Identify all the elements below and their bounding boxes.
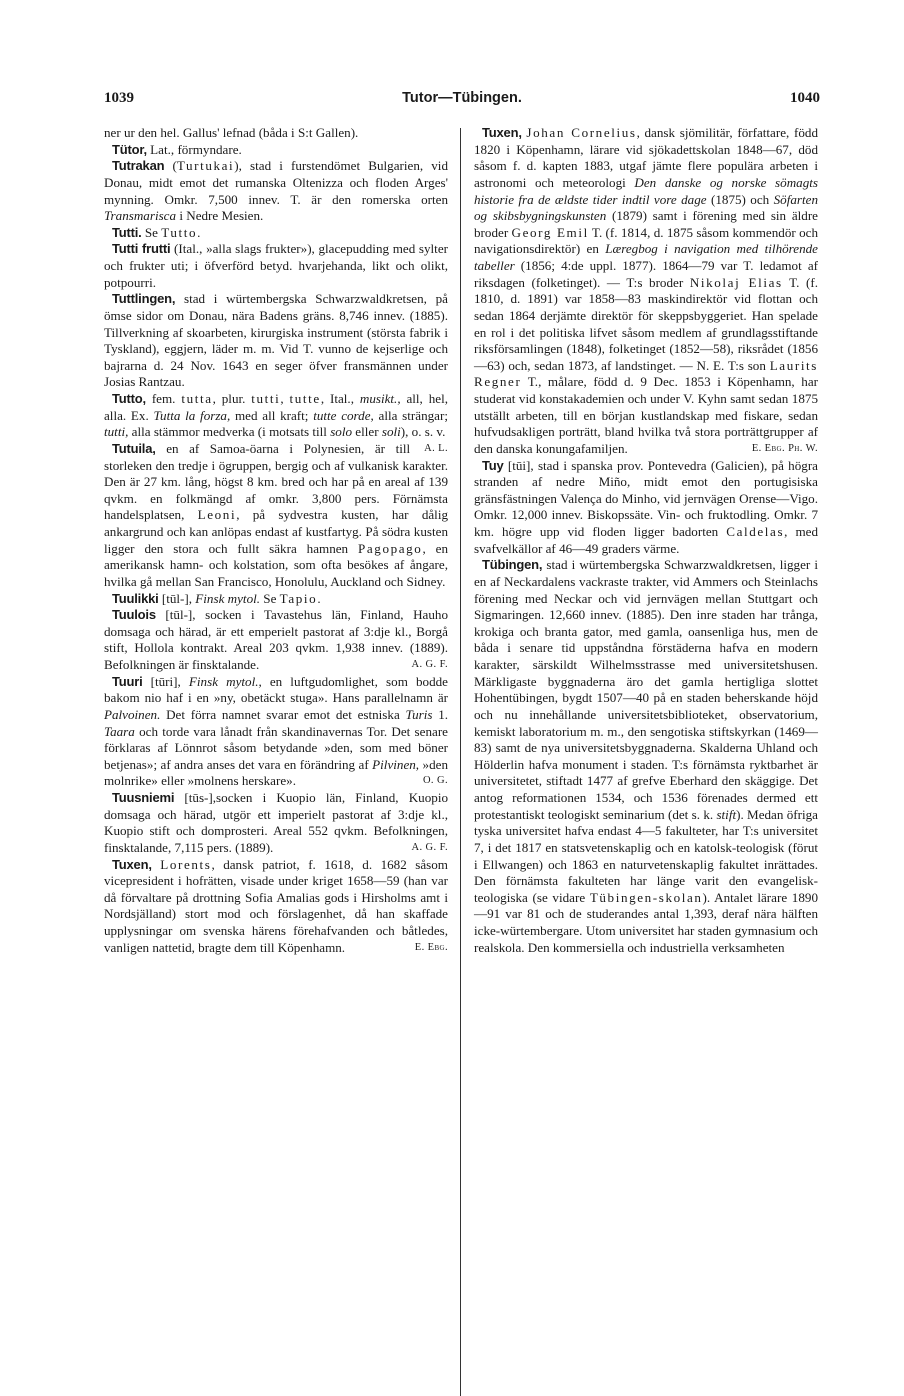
running-head: [104, 90, 820, 112]
author-signature: A. G. F.: [411, 659, 448, 670]
entry-tutuila: Tutuila, en af Samoa-öarna i Polynesien, är till storleken den tredje i ögruppen, bergig och af vulkanisk karakter. Den är 27 km. lång, högst 8 km. bred och har på en areal af 139 qvkm. en folkmängd af omkr. 3,800 pers. Förnämsta handelsplatsen, Leoni, på sydvestra kusten, har dålig ankargrund och kan anlöpas endast af kustfartyg. På södra kusten ligger den stora och fullt säkra hamnen Pagopago, en amerikansk hamn- och kolstation, som ofta besökes af ångare, hvilka gå mellan San Francisco, Honolulu, Auckland och Sidney.: [104, 440, 449, 589]
entry-tuxen-johan: Tuxen, Johan Cornelius, dansk sjömilitär, författare, född 1820 i Köpenhamn, lärare vid sjökadettskolan 1848—67, död såsom f. d. kapten 1883, utgaf jämte flere populära arbeten i astronomi och meteorologi Den danske og norske sömagts historie fra de ældste tider indtil vore dage (1875) och Söfarten og skibsbygningskunsten (1879) samt i förening med sin äldre broder Georg Emil T. (f. 1814, d. 1875 såsom kommendör och navigationsdirektör) en Læregbog i navigation med tilhörende tabeller (1856; 4:de uppl. 1877). 1864—79 var T. ledamot af riksdagen (folketinget). — T:s broder Nikolaj Elias T. (f. 1810, d. 1891) var 1858—83 maskindirektör vid flottan och sedan 1864 derjämte direktör för skeppsbyggeriet. Han spelade en rol i det politiska lifvet såsom medlem af grundlagsstiftande riksförsamlingen (1848), folketinget (1852—58), riksrådet (1856—63) och, sedan 1873, af landstinget. — N. E. T:s son Laurits Regner T., målare, född d. 9 Dec. 1853 i Köpenhamn, har studerat vid konstakademien och under V. Kyhn samt sedan 1875 utställt arbeten, till en början kustlandskap med fiskare, sedan hufvudsakligen porträtt, bland hvilka två stora porträttgrupper af den danska konungafamiljen. E. Ebg. Ph. W.: [474, 125, 818, 456]
entry-tutrakan: Tutrakan (Turtukai), stad i furstendömet Bulgarien, vid Donau, midt emot det rumanska Oltenizza och floden Arges' mynning. Omkr. 7,500 innev. T. är den romerska orten Transmarisca i Nedre Mesien.: [104, 158, 448, 224]
entry-tuuri: Tuuri [tūri], Finsk mytol., en luftgudomlighet, som bodde bakom nio haf i en »ny, obetäckt stuga». Hans parallelnamn är Palvoinen. Det förra namnet svarar emot det estniska Turis 1. Taara och torde vara lånadt från skandinavernas Tor. Det senare förklaras af Lönnrot såsom betydande »den, som med böner betjenas»; af andra anses det vara en förändring af Pilvinen, »den molnrike» eller »molnens herskare». O. G.: [104, 673, 449, 789]
headword: Tutuila,: [112, 440, 156, 456]
entry-tutti-frutti: Tutti frutti (Ital., »alla slags frukter»), glacepudding med sylter och frukter uti; i öfverförd betyd. hvarjehanda, likt och olikt, potpourri.: [104, 241, 448, 290]
headword: Tutti.: [112, 224, 142, 240]
author-signature: E. Ebg. Ph. W.: [751, 442, 818, 454]
entry-tuy: Tuy [tūi], stad i spanska prov. Pontevedra (Galicien), på högra stranden af nedre Miño, midt emot den portugisiska gränsfästningen Valença do Minho, vid jernvägen Orense—Vigo. Omkr. 12,000 innev. Biskopssäte. Vin- och fruktodling. Omkr. 7 km. högre upp vid floden ligger badorten Caldelas, med svafvelkällor af 46—49 graders värme.: [474, 457, 819, 556]
entry-tuttlingen: Tuttlingen, stad i würtembergska Schwarzwaldkretsen, på ömse sidor om Donau, nära Badens gräns. 8,746 innev. (1885). Tillverkning af skoarbeten, kirurgiska instrument (största fabrik i Tyskland), eggjern, läder m. m. Vid T. vunno de kejserlige och bajrarna d. 24 Nov. 1643 en seger öfver fransmännen under Josias Rantzau.: [104, 291, 448, 390]
headword: Tübingen,: [482, 557, 543, 573]
left-column: [104, 125, 448, 956]
author-signature: A. L.: [424, 442, 448, 454]
page-number-left: 1039: [104, 90, 134, 106]
entry-tuxen-lorents: Tuxen, Lorents, dansk patriot, f. 1618, d. 1682 såsom vicepresident i hofrätten, visade under kriget 1658—59 (han var då förvaltare på drottning Sofia Amalias gods i Hirsholms amt i Nordsjälland) stort mod och förslagenhet, då han skaffade upplysningar om svenska härens förehafvanden och båtledes, vanligen nattetid, bragte dem till Köpenhamn. E. Ebg.: [104, 856, 448, 955]
headword: Tuy: [482, 457, 504, 473]
headword: Tuulikki: [112, 590, 159, 606]
headword: Tutrakan: [112, 158, 165, 174]
running-title: Tutor—Tübingen.: [402, 90, 522, 106]
entry-tuusniemi: Tuusniemi [tūs-],socken i Kuopio län, Finland, Kuopio domsaga och härad, utgör ett imperielt pastorat af 3:dje kl., Kuopio stift och domprosteri. Areal 552 qvkm. Befolkningen, finsktalande, 7,115 pers. (1889). A. G. F.: [104, 790, 448, 855]
right-column: [474, 125, 818, 956]
headword: Tutto,: [112, 391, 146, 406]
entry-tuulois: Tuulois [tūl-], socken i Tavastehus län, Finland, Hauho domsaga och härad, är ett emperielt pastorat af 3:dje kl., Borgå stift, Hollola kontrakt. Areal 203 qvkm. 1,938 innev. (1889). Befolkningen är finsktalande. A. G. F.: [104, 607, 448, 672]
entry-tuulikki: Tuulikki [tūl-], Finsk mytol. Se Tapio.: [112, 590, 321, 606]
headword: Tütor,: [112, 141, 147, 157]
entry-tutti: Tutti. Se Tutto.: [112, 224, 201, 240]
headword: Tuuri: [112, 673, 143, 689]
page-number-right: 1040: [790, 90, 820, 106]
headword: Tuxen,: [482, 125, 522, 140]
headword: Tuttlingen,: [112, 291, 176, 307]
headword: Tuxen,: [112, 856, 152, 872]
entry-tutor: Tütor, Lat., förmyndare.: [112, 141, 242, 157]
entry-tubingen: Tübingen, stad i würtembergska Schwarzwaldkretsen, ligger i en af Neckardalens vackraste trakter, vid Ammers och Steinlachs förening med Neckar och vid jernvägen mellan Stuttgart och Sigmaringen. 12,660 innev. (1885). Den inre staden har trånga, krokiga och branta gator, med gamla, oansenliga hus, men de båda i senare tid uppståndna förstäderna hafva en modern karakter, särskildt Wilhelmsstrasse med universitetshusen. Märkligaste byggnaderna äro det gamla hertigliga slottet Hohentübingen, bygdt 1507—40 på en staden beherskande höjd och nu innehållande universitetsbiblioteket, observatorium, kemiskt laboratorium m. m., den sengotiska stiftskyrkan (1469—83) samt de nya universitetsbyggnaderna. Skalderna Uhland och Hölderlin hafva monument i staden. T:s förnämsta ryktbarhet är universitetet, stiftadt 1477 af grefve Eberhard den skäggige. Det antog reformationen 1534, och 1536 förenades dermed ett protestantiskt teologiskt seminarium (det s. k. stift). Medan öfriga tyska universitet hafva endast 4—5 fakulteter, har T:s universitet 7, i det 1817 en statsvetenskaplig och en katolsk-teologisk (förut i Ellwangen) och 1863 en naturvetenskaplig fakultet inrättades. Den förnämsta fakulteten har länge varit den evangelisk-teologiska (se vidare Tübingen-skolan). Antalet lärare 1890—91 var 81 och de studerandes antal 1,393, deraf nära hälften icke-würtembergare. Utom universitet har staden gymnasium och realskola. Den kommersiella och industriella verksamheten: [474, 557, 818, 955]
author-signature: A. G. F.: [411, 841, 448, 853]
headword: Tutti frutti: [112, 241, 171, 257]
entry-continuation: ner ur den hel. Gallus' lefnad (båda i S:t Gallen).: [104, 125, 359, 140]
column-divider: [460, 128, 461, 1396]
headword: Tuulois: [112, 607, 156, 623]
author-signature: O. G.: [422, 775, 448, 787]
headword: Tuusniemi: [112, 790, 175, 805]
author-signature: E. Ebg.: [414, 941, 448, 953]
entry-tutto: Tutto, fem. tutta, plur. tutti, tutte, Ital., musikt., all, hel, alla. Ex. Tutta la forza, med all kraft; tutte corde, alla strängar; tutti, alla stämmor medverka (i motsats till solo eller soli), o. s. v. A. L.: [104, 391, 448, 441]
